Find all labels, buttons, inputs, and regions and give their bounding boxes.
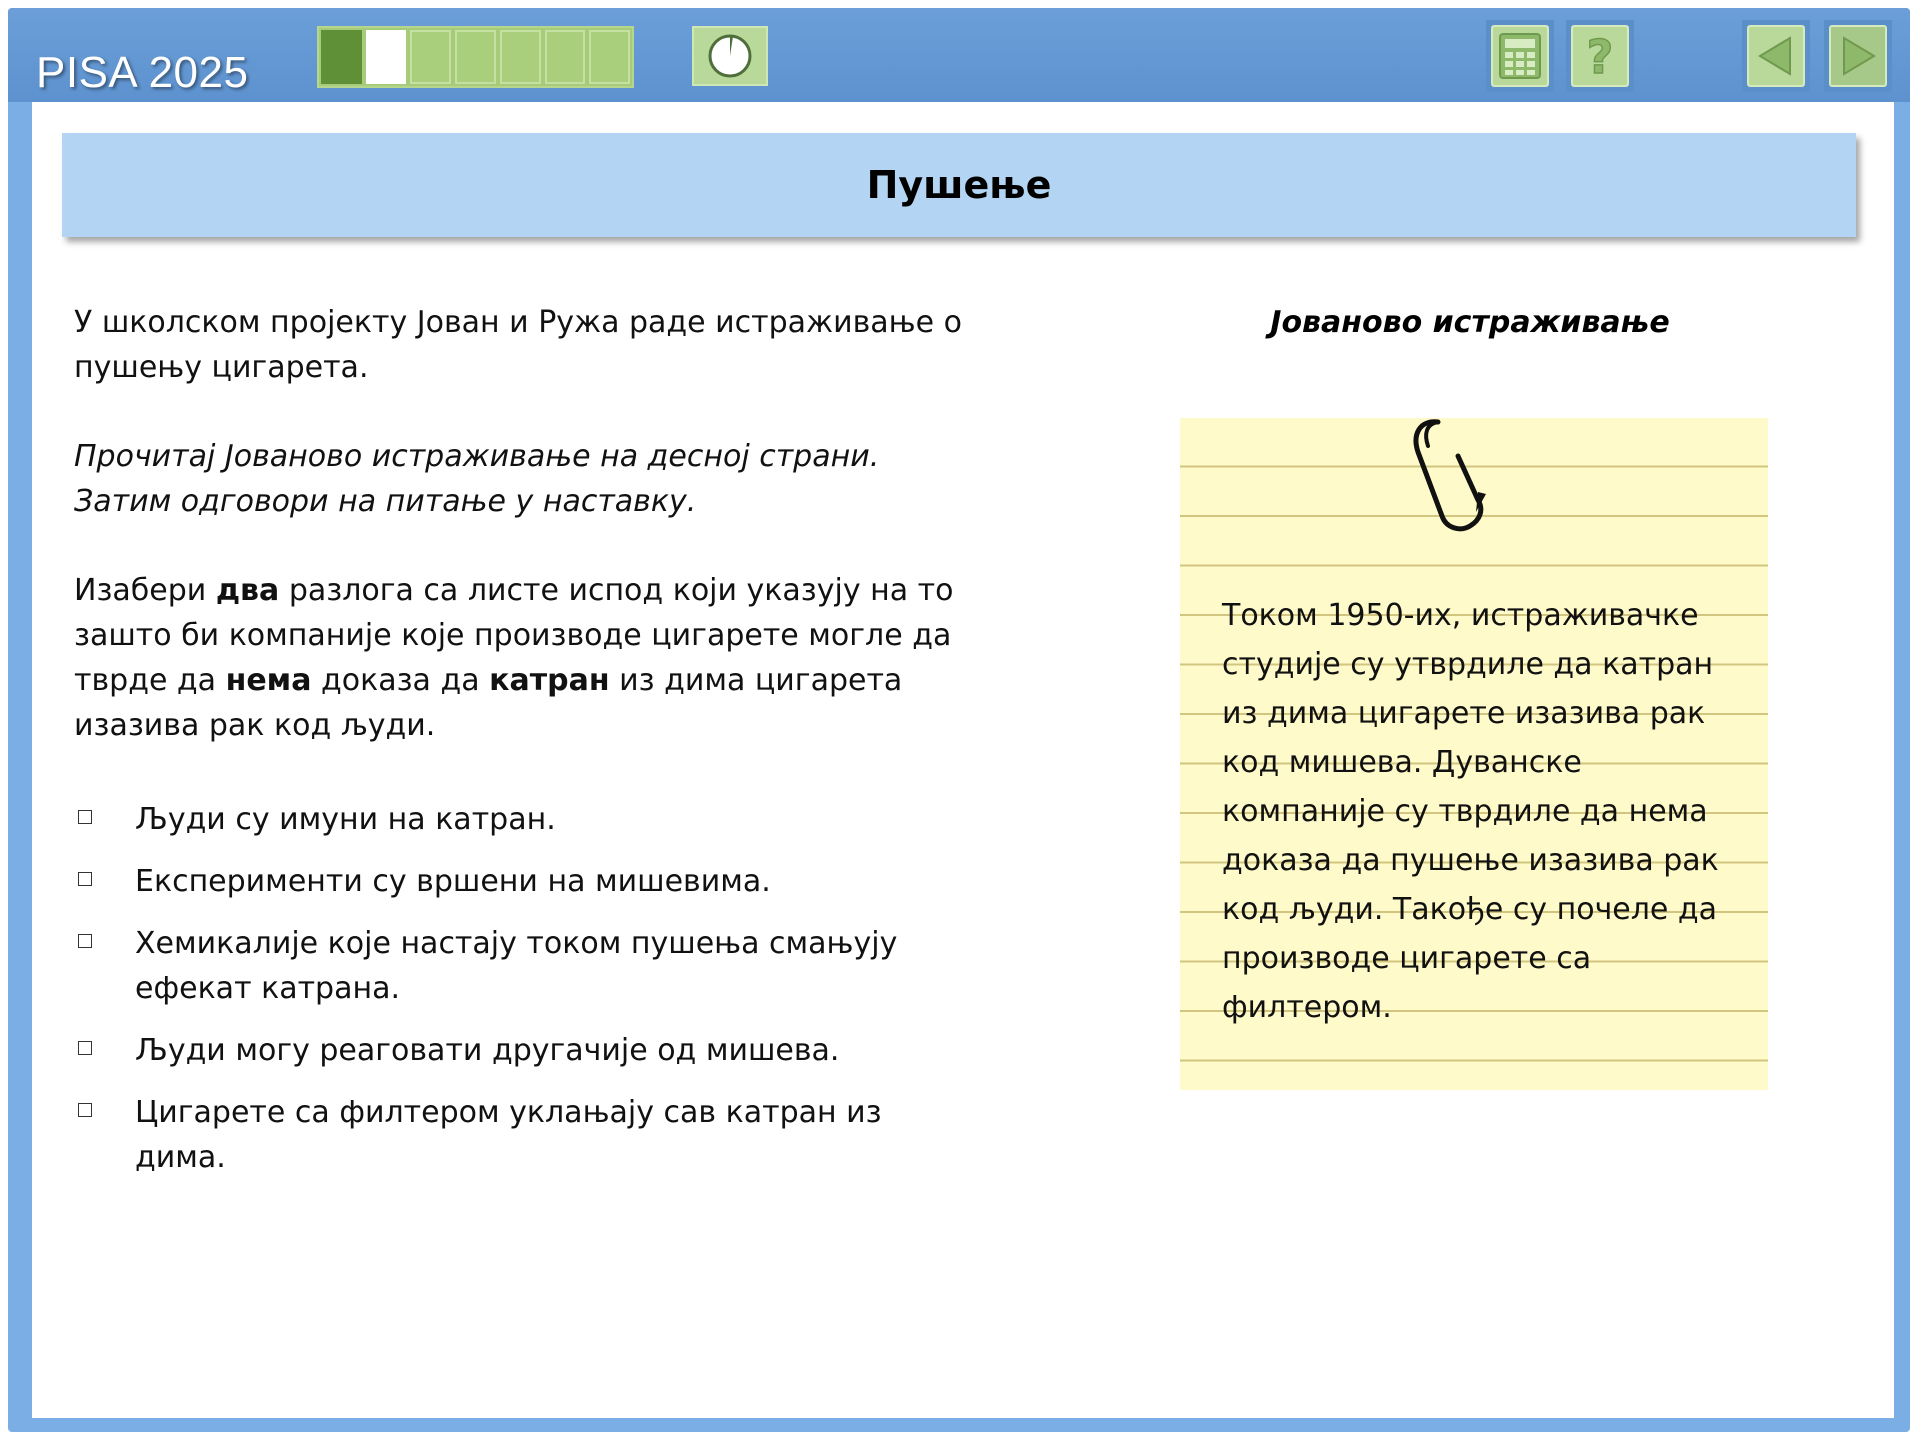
progress-segment-current <box>366 30 407 84</box>
question-part: Изабери <box>74 573 216 608</box>
question-part: разлога са листе испод који указују на то зашто би компаније које производе цигарете могле да тврде да <box>74 573 954 698</box>
help-icon <box>1580 31 1620 81</box>
progress-segment <box>545 30 586 84</box>
question-emphasis: нема <box>225 663 312 698</box>
calculator-button[interactable] <box>1486 20 1554 92</box>
answer-checkbox[interactable] <box>78 872 92 886</box>
answer-option-label: Цигарете са филтером уклањају сав катран из дима. <box>135 1095 882 1175</box>
research-heading: Јованово истраживање <box>1270 305 1670 340</box>
question-emphasis: два <box>215 573 280 608</box>
question-part: из дима цигарета изазива рак код људи. <box>74 663 903 743</box>
answer-option-label: Хемикалије које настају током пушења смањују ефекат катрана. <box>135 926 898 1006</box>
progress-indicator <box>317 26 634 88</box>
answer-checkbox[interactable] <box>78 1103 92 1117</box>
answer-option-label: Људи су имуни на катран. <box>135 802 556 837</box>
question-emphasis: катран <box>489 663 610 698</box>
next-arrow-icon <box>1838 34 1878 78</box>
timer-icon <box>707 33 753 79</box>
back-arrow-icon <box>1756 34 1796 78</box>
progress-segment <box>589 30 630 84</box>
answer-checkbox[interactable] <box>78 1041 92 1055</box>
progress-segment <box>500 30 541 84</box>
timer-button[interactable] <box>692 26 768 86</box>
progress-segment <box>455 30 496 84</box>
page-title: Пушење <box>866 163 1052 207</box>
paperclip-icon <box>1398 412 1508 536</box>
unit-title-bar <box>62 133 1856 237</box>
instruction-text: Прочитај Јованово истраживање на десној страни. Затим одговори на питање у наставку. <box>74 439 880 519</box>
answer-option-label: Експерименти су вршени на мишевима. <box>135 864 771 899</box>
answer-checkbox[interactable] <box>78 810 92 824</box>
research-note-text: Током 1950-их, истраживачке студије су утврдиле да катран из дима цигарете изазива рак код мишева. Дуванске компаније су тврдиле да нема доказа да пушење изазива рак код људи. Такође су почеле да производе цигарете са филтером. <box>1222 598 1719 1025</box>
back-button[interactable] <box>1742 20 1810 92</box>
progress-segment <box>410 30 451 84</box>
answer-option-label: Људи могу реаговати другачије од мишева. <box>135 1033 840 1068</box>
brand-title: PISA 2025 <box>36 48 249 97</box>
answer-checkbox[interactable] <box>78 934 92 948</box>
progress-segment <box>321 30 362 84</box>
calculator-icon <box>1498 32 1542 80</box>
svg-text:?: ? <box>1586 31 1614 81</box>
question-part: доказа да <box>311 663 490 698</box>
next-button[interactable] <box>1824 20 1892 92</box>
question-text <box>74 568 974 748</box>
intro-text: У школском пројекту Јован и Ружа раде истраживање о пушењу цигарета. <box>74 305 962 385</box>
help-button[interactable] <box>1566 20 1634 92</box>
